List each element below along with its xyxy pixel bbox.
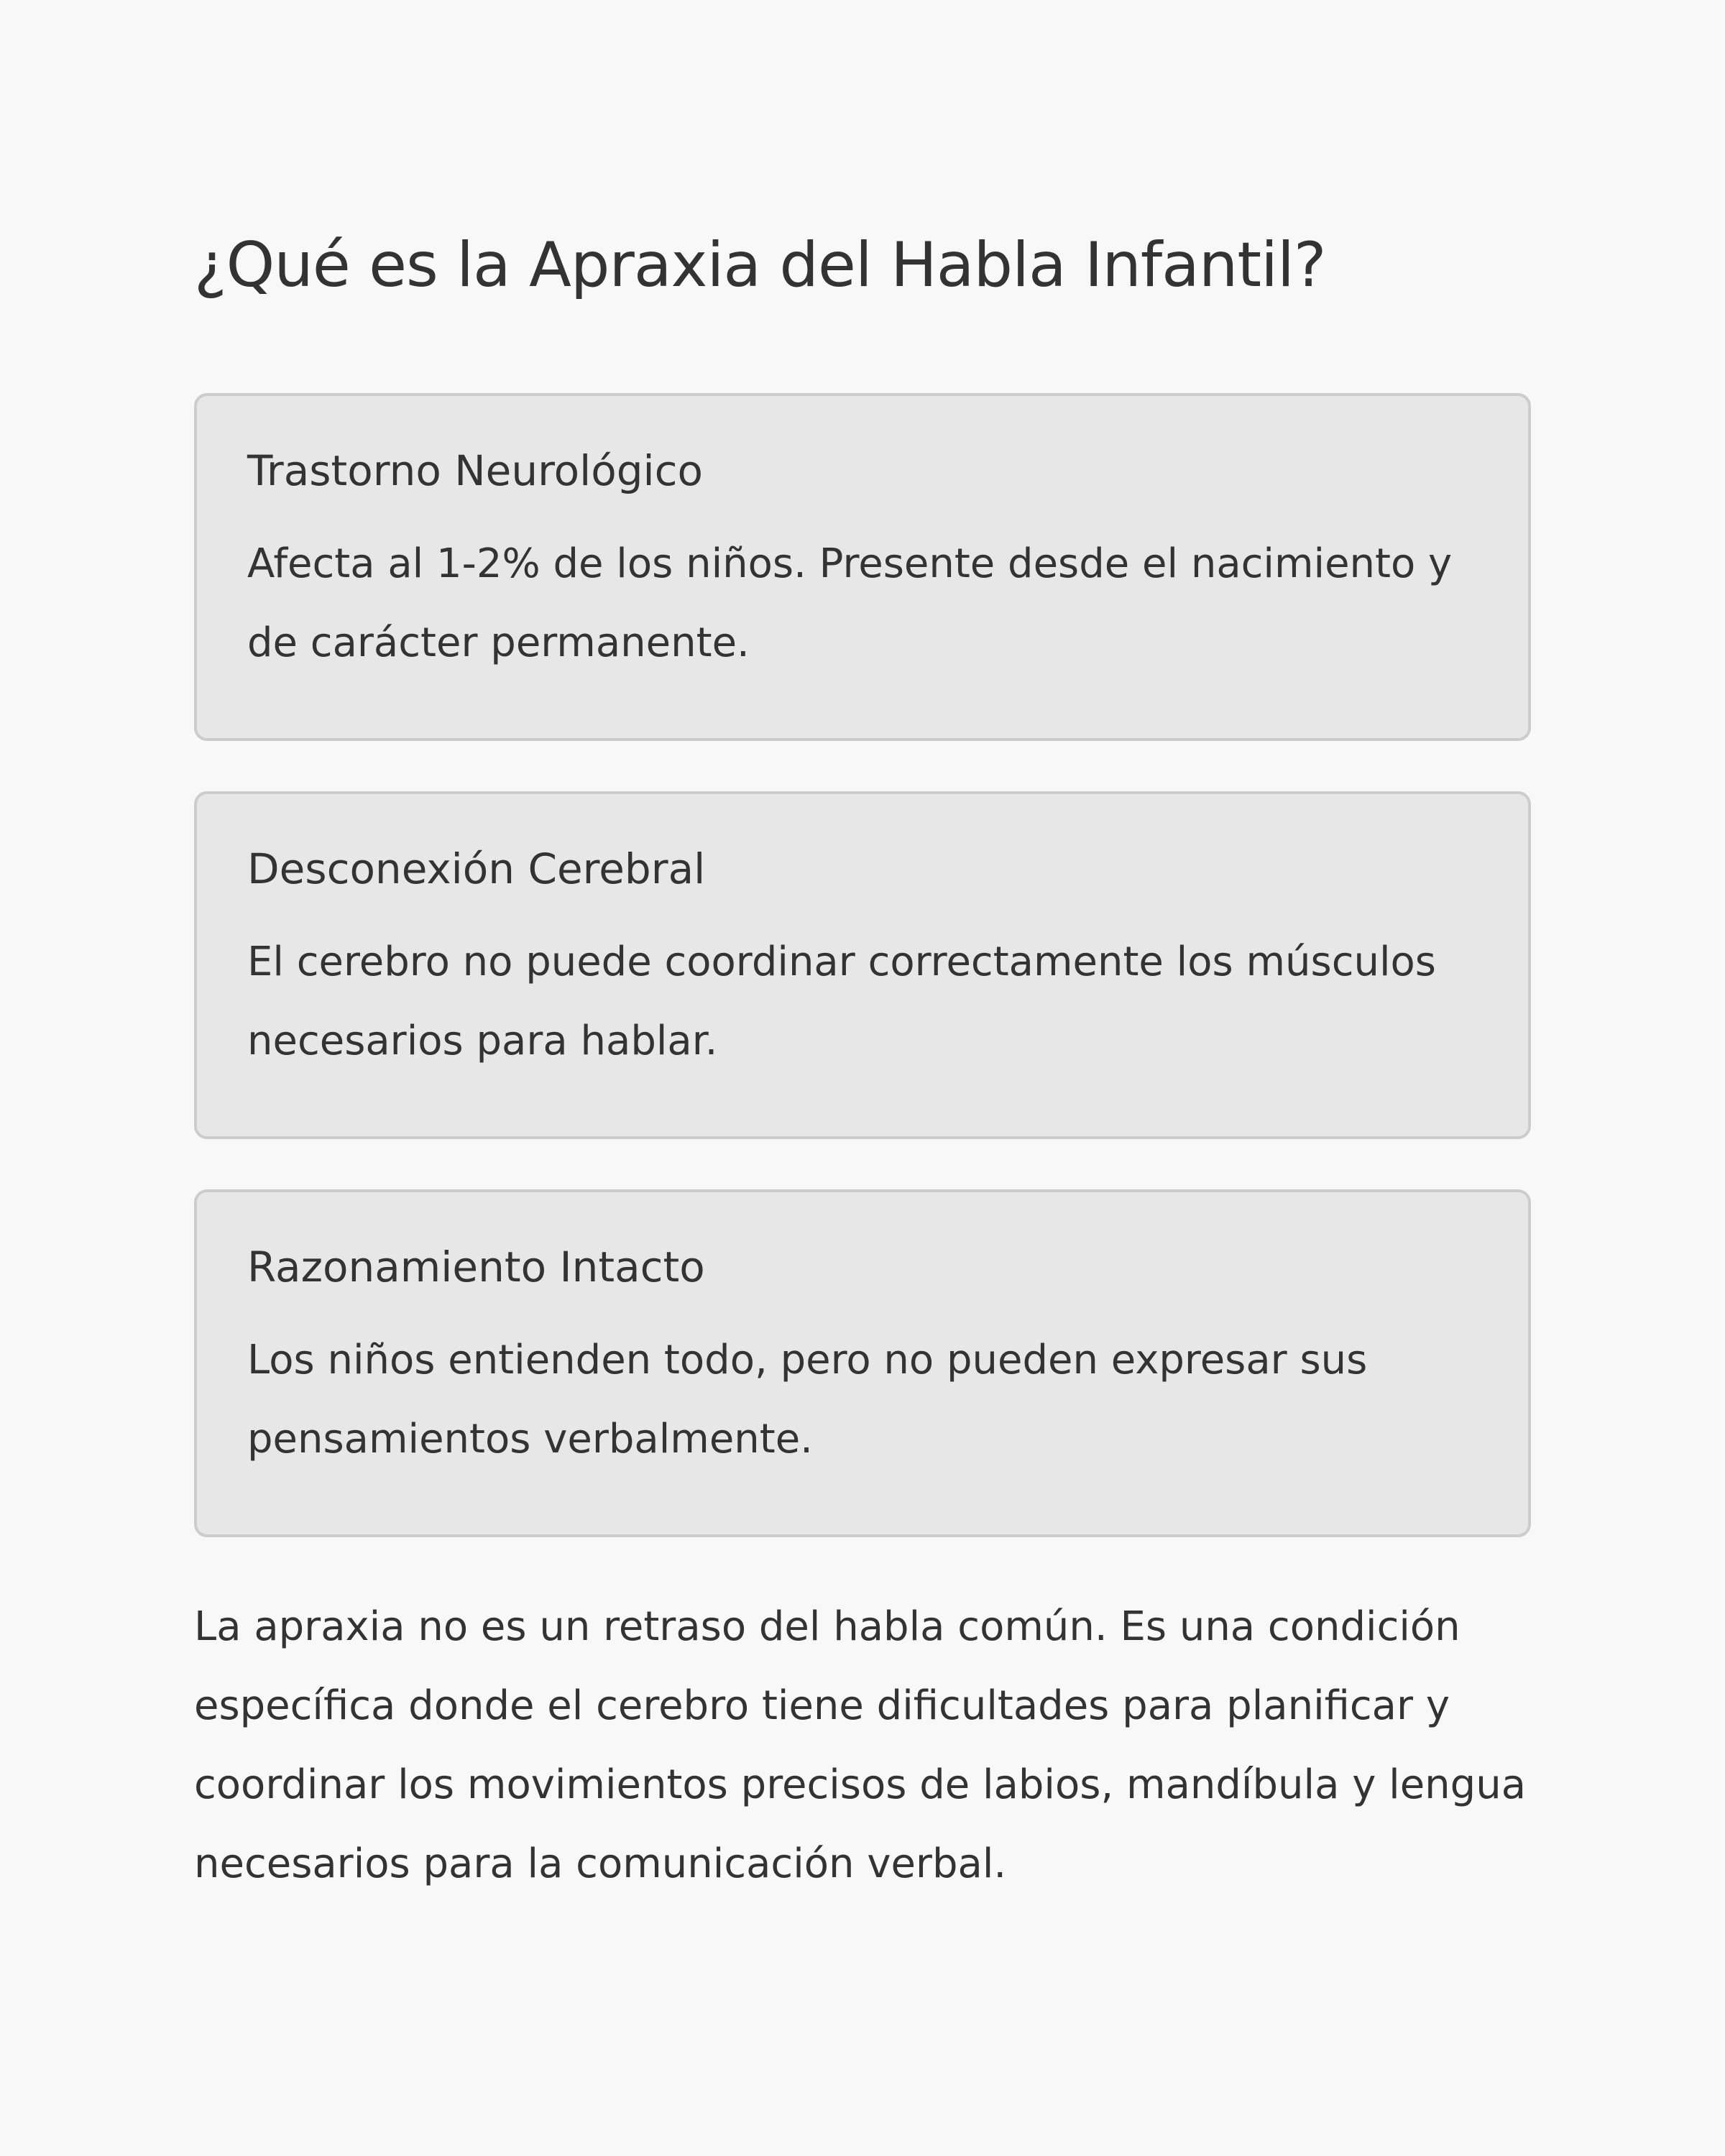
page-title: ¿Qué es la Apraxia del Habla Infantil? (194, 229, 1326, 301)
card-title: Desconexión Cerebral (247, 844, 706, 893)
card-text: Afecta al 1-2% de los niños. Presente desde el nacimiento y de carácter permanente. (247, 540, 1453, 667)
card-title: Trastorno Neurológico (247, 446, 704, 495)
info-card-list (194, 393, 1531, 1537)
info-card-neurological-disorder (194, 393, 1531, 741)
card-text: Los niños entienden todo, pero no pueden expresar sus pensamientos verbalmente. (247, 1337, 1368, 1463)
card-title: Razonamiento Intacto (247, 1242, 705, 1291)
summary-paragraph: La apraxia no es un retraso del habla común. Es una condición específica donde el cerebro tiene dificultades para planificar y coordinar los movimientos precisos de labios, mandíbula y lengua necesarios para la comunicación verbal. (194, 1603, 1527, 1887)
info-card-brain-disconnection (194, 791, 1531, 1139)
info-card-intact-reasoning (194, 1189, 1531, 1537)
document-page (194, 230, 1531, 1904)
card-text: El cerebro no puede coordinar correctamente los músculos necesarios para hablar. (247, 939, 1436, 1065)
